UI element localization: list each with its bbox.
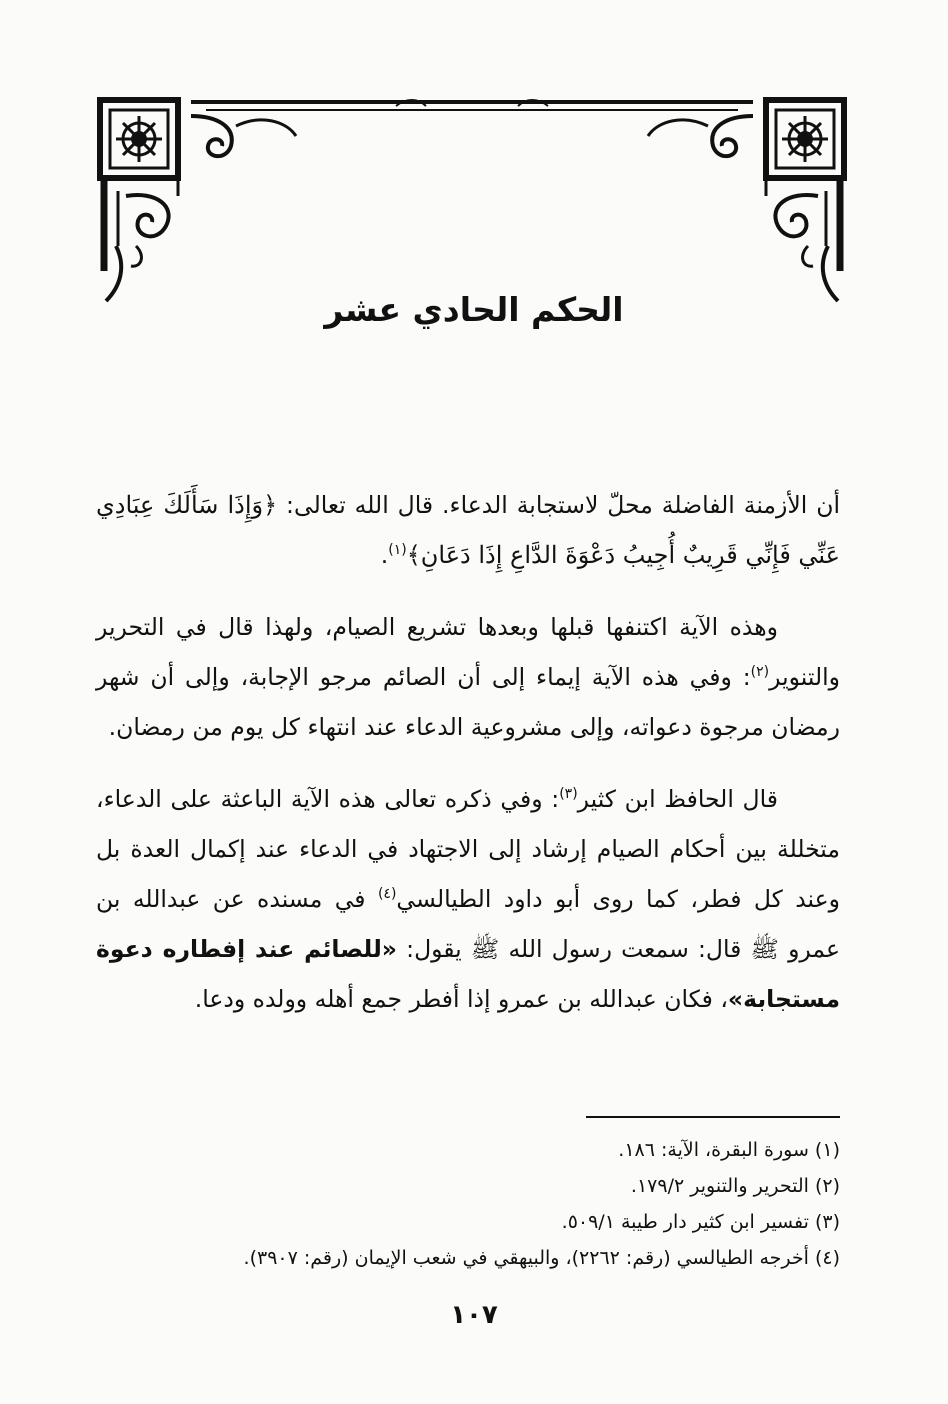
- decorative-header-frame: [96, 96, 848, 311]
- paragraph-text: وهذه الآية اكتنفها قبلها وبعدها تشريع الصيام، ولهذا قال في التحرير والتنوير: [96, 613, 840, 691]
- paragraph-text: في مسنده عن عبدالله بن عمرو ﷺ قال: سمعت رسول الله ﷺ يقول:: [96, 885, 841, 963]
- paragraph-text: أن الأزمنة الفاضلة محلّ لاستجابة الدعاء. قال الله تعالى:: [277, 491, 840, 519]
- paragraph: [96, 602, 840, 752]
- hadith-quote: «للصائم عند إفطاره دعوة مستجابة»: [96, 935, 840, 1013]
- main-text: [96, 480, 840, 1046]
- footnote: (٤) أخرجه الطيالسي (رقم: ٢٢٦٢)، والبيهقي في شعب الإيمان (رقم: ٣٩٠٧).: [243, 1247, 840, 1269]
- page-number: ١٠٧: [450, 1300, 498, 1330]
- paragraph-text: ، فكان عبدالله بن عمرو إذا أفطر جمع أهله وولده ودعا.: [194, 985, 728, 1013]
- quran-verse: ﴿وَإِذَا سَأَلَكَ عِبَادِي عَنِّي فَإِنِّي قَرِيبٌ أُجِيبُ دَعْوَةَ الدَّاعِ إِذَا دَعَانِ﴾: [96, 491, 840, 569]
- footnote: (٢) التحرير والتنوير ١٧٩/٢.: [630, 1175, 840, 1197]
- footnote: (٣) تفسير ابن كثير دار طيبة ٥٠٩/١.: [561, 1211, 840, 1233]
- footnote-ref: (١): [388, 542, 407, 559]
- footnote-ref: (٣): [559, 786, 578, 803]
- footnote-ref: (٢): [750, 664, 770, 681]
- footnote-ref: (٤): [377, 886, 397, 903]
- paragraph: [96, 774, 840, 1024]
- paragraph-text: .: [380, 541, 389, 569]
- paragraph: [96, 480, 840, 580]
- paragraph-text: : وفي ذكره تعالى هذه الآية الباعثة على الدعاء، متخللة بين أحكام الصيام إرشاد إلى الاجتهاد في الدعاء عند إكمال العدة بل وعند كل فطر، كما روى أبو داود الطيالسي: [96, 785, 840, 913]
- paragraph-text: : وفي هذه الآية إيماء إلى أن الصائم مرجو الإجابة، وإلى أن شهر رمضان مرجوة دعواته، وإلى مشروعية الدعاء عند انتهاء كل يوم من رمضان.: [96, 663, 840, 741]
- footnote: (١) سورة البقرة، الآية: ١٨٦.: [618, 1139, 840, 1161]
- paragraph-text: قال الحافظ ابن كثير: [577, 785, 778, 813]
- chapter-title: الحكم الحادي عشر: [324, 290, 624, 329]
- footnote-separator: [586, 1116, 840, 1118]
- footnotes: [96, 1132, 840, 1276]
